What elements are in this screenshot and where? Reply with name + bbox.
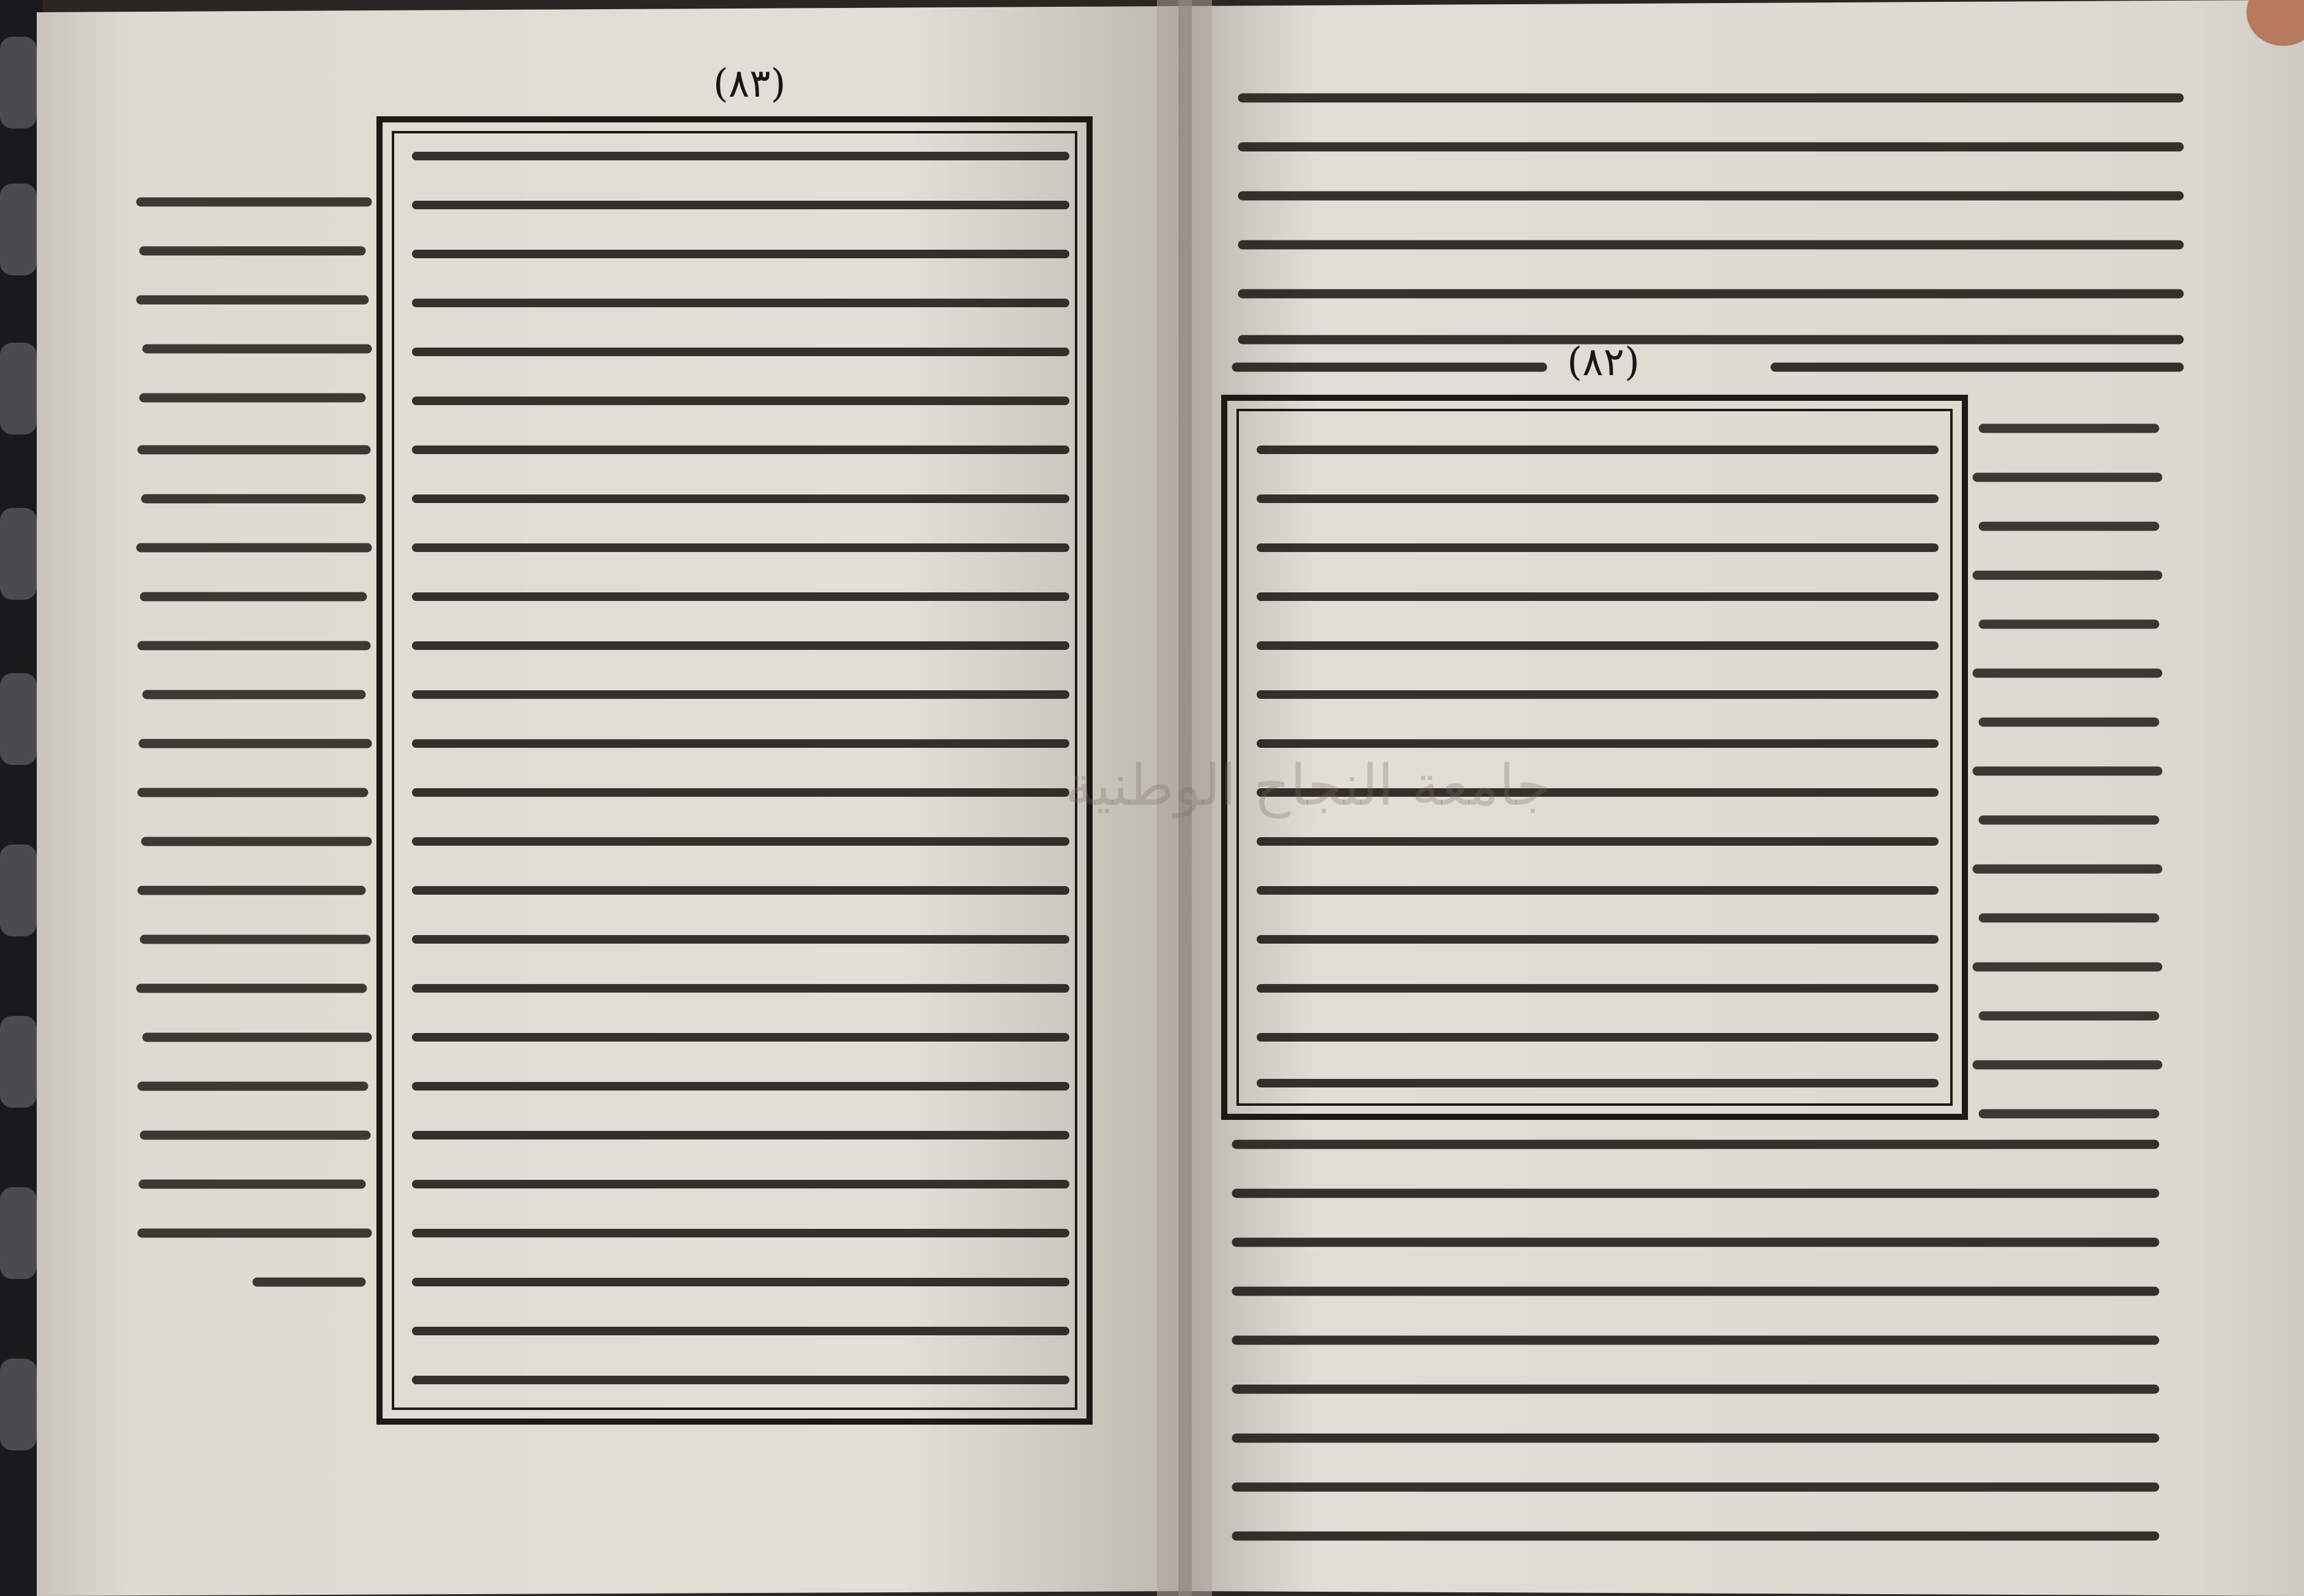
library-watermark: جامعة النجاح الوطنية <box>1065 753 1551 818</box>
right-page-number: (٨٢) <box>1567 340 1640 385</box>
binder-ring-strip <box>0 37 37 1450</box>
left-page-number: (٨٣) <box>713 61 786 106</box>
left-page-paper <box>37 6 1191 1596</box>
